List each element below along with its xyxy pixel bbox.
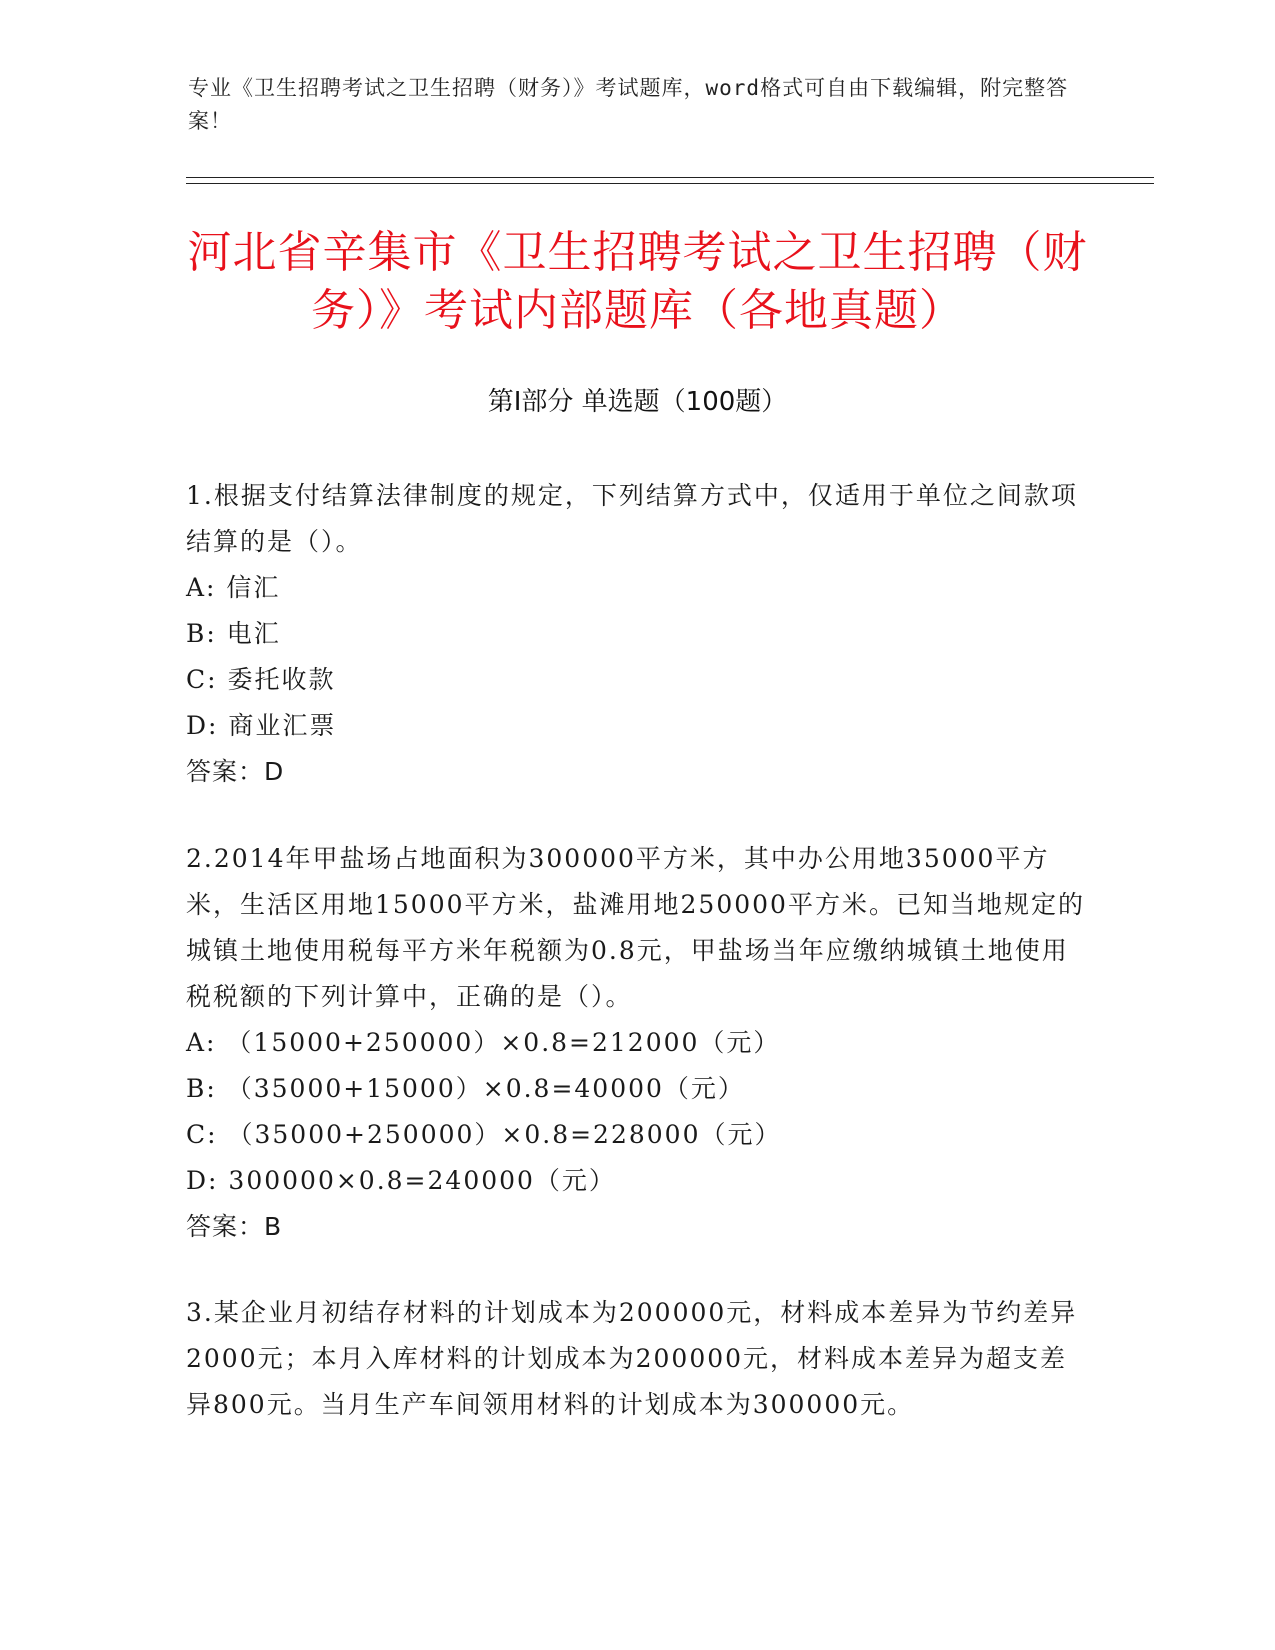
- option-a: A: （15000+250000）×0.8=212000（元）: [186, 1028, 781, 1057]
- option-b: B: 电汇: [186, 619, 281, 648]
- document-title: 河北省辛集市《卫生招聘考试之卫生招聘（财务）》考试内部题库（各地真题）: [187, 227, 1088, 336]
- question-3: [186, 1290, 1086, 1428]
- header-note: 专业《卫生招聘考试之卫生招聘（财务）》考试题库，word格式可自由下载编辑，附完整答案！: [188, 76, 1069, 133]
- question-text: 2.2014年甲盐场占地面积为300000平方米，其中办公用地35000平方米，生活区用地15000平方米，盐滩用地250000平方米。已知当地规定的城镇土地使用税每平方米年税额为0.8元，甲盐场当年应缴纳城镇土地使用税税额的下列计算中，正确的是（）。: [186, 844, 1085, 1011]
- answer: 答案：D: [186, 757, 285, 786]
- question-1: [186, 473, 1086, 795]
- header-divider-bottom: [186, 183, 1154, 184]
- question-text: 1.根据支付结算法律制度的规定，下列结算方式中，仅适用于单位之间款项结算的是（）。: [186, 481, 1078, 556]
- option-c: C: （35000+250000）×0.8=228000（元）: [186, 1120, 782, 1149]
- option-d: D: 商业汇票: [186, 711, 337, 740]
- option-d: D: 300000×0.8=240000（元）: [186, 1166, 616, 1195]
- option-c: C: 委托收款: [186, 665, 336, 694]
- question-text: 3.某企业月初结存材料的计划成本为200000元，材料成本差异为节约差异2000元；本月入库材料的计划成本为200000元，材料成本差异为超支差异800元。当月生产车间领用材料的计划成本为300000元。: [186, 1298, 1078, 1419]
- section-title: 第Ⅰ部分 单选题（100题）: [487, 387, 788, 417]
- question-2: [186, 836, 1086, 1250]
- option-b: B: （35000+15000）×0.8=40000（元）: [186, 1074, 745, 1103]
- option-a: A: 信汇: [186, 573, 281, 602]
- header-divider-top: [186, 177, 1154, 178]
- answer: 答案：B: [186, 1212, 283, 1241]
